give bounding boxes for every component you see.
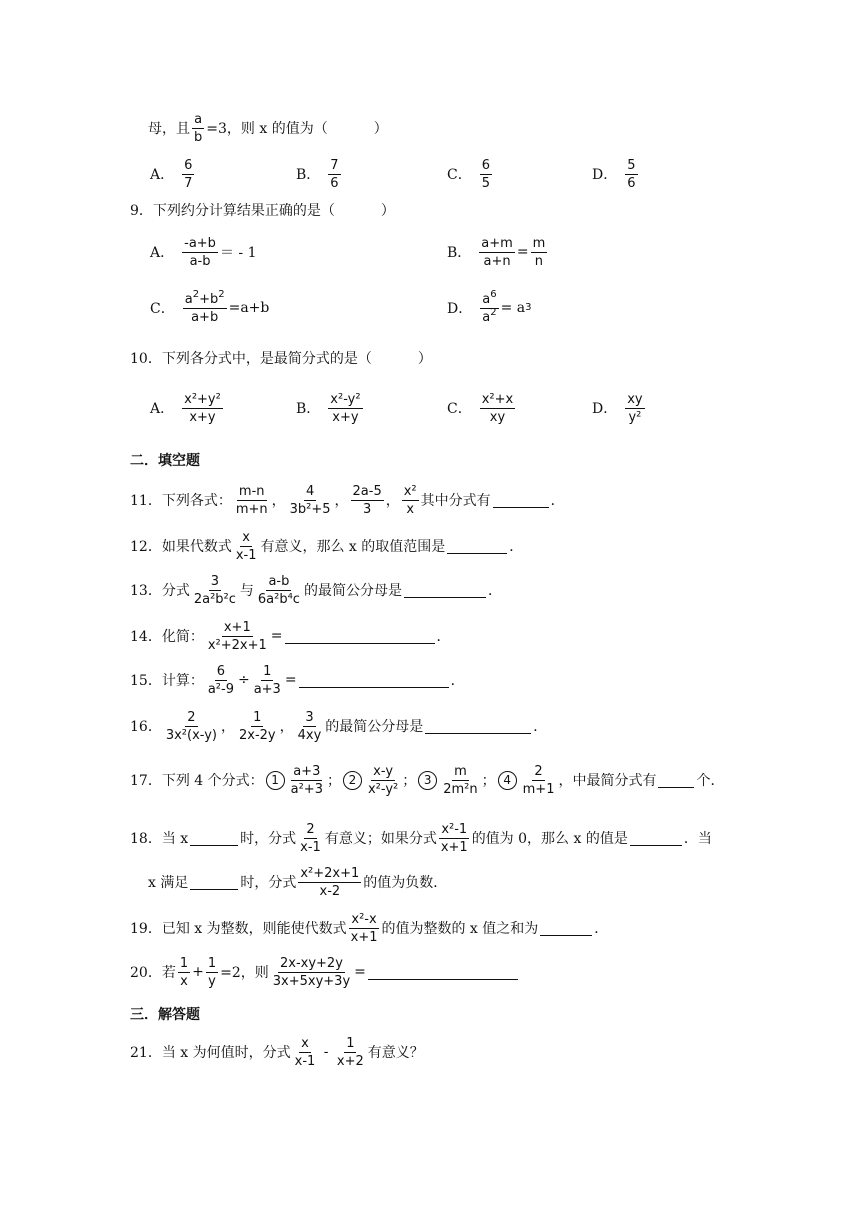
- option-rest: ＝ - 1: [219, 245, 257, 261]
- option-fraction: [480, 288, 498, 325]
- q17-tail: ，中最简分式有: [558, 773, 657, 789]
- answer-blank[interactable]: [190, 831, 238, 846]
- end: ．: [550, 493, 565, 509]
- frac-den: y²: [628, 409, 642, 425]
- frac-num: m: [532, 235, 546, 251]
- option-label: B．: [296, 401, 321, 417]
- end: ．: [533, 719, 548, 735]
- q16-frac-3: [296, 710, 324, 743]
- frac-num: 1: [263, 663, 272, 679]
- frac-den: x: [406, 501, 415, 517]
- q10-option-c[interactable]: [447, 386, 517, 430]
- frac-den: y: [208, 973, 216, 989]
- q12-tail: 有意义，那么 x 的取值范围是: [260, 539, 446, 555]
- q8-frac-num: a: [194, 111, 203, 127]
- circled-number: 1: [266, 771, 285, 790]
- frac-den: 3x²(x-y): [165, 727, 217, 743]
- frac-num: $a^2+b^2$: [184, 288, 225, 307]
- q16-frac-2: [237, 710, 278, 743]
- q16-frac-1: [164, 710, 219, 743]
- q8-frac-den: b: [194, 129, 203, 145]
- q17-lead: 17．下列 4 个分式：: [130, 773, 264, 789]
- q9-option-a[interactable]: [150, 230, 256, 274]
- frac-den: x+y: [189, 409, 216, 425]
- option-fraction: [182, 236, 218, 269]
- option-label: A．: [150, 245, 175, 261]
- frac-num: m: [454, 763, 467, 779]
- frac-den: a-b: [189, 253, 211, 269]
- q15-lead: 15．计算：: [130, 673, 204, 689]
- frac-num: m-n: [238, 483, 265, 499]
- q21-lead: 21．当 x 为何值时，分式: [130, 1045, 291, 1061]
- q10-option-a[interactable]: [150, 386, 225, 430]
- q11-tail: 其中分式有: [420, 493, 491, 509]
- q18-line2: [148, 858, 447, 906]
- frac-num: 2: [534, 763, 543, 779]
- frac-den: 3x+5xy+3y: [272, 973, 351, 989]
- q18-l2b: 时，分式: [240, 875, 297, 891]
- q18-t4: ．当: [683, 831, 712, 847]
- eq: =: [284, 672, 297, 688]
- answer-blank[interactable]: [447, 539, 507, 554]
- eq: =: [354, 964, 366, 980]
- frac-num: 1: [179, 955, 189, 971]
- q15: [130, 656, 465, 704]
- frac-den: x+y: [332, 409, 359, 425]
- frac-den: x-2: [319, 883, 341, 899]
- option-label: B．: [447, 245, 472, 261]
- q18-lead: 18．当 x: [130, 831, 189, 847]
- q10-stem-text: 10．下列各分式中，是最简分式的是（: [130, 351, 372, 367]
- frac-den: 4xy: [297, 727, 322, 743]
- q8-eq: =3，则 x 的值为（: [206, 121, 328, 137]
- q9-option-b[interactable]: [447, 230, 549, 274]
- frac-num: x²-1: [441, 821, 468, 837]
- frac-num: x²+2x+1: [300, 865, 360, 881]
- num-a: a: [184, 291, 193, 307]
- q18-frac-3: [298, 866, 361, 899]
- end: ．: [509, 539, 524, 555]
- option-fraction: [182, 158, 194, 191]
- frac-den: m+n: [235, 501, 268, 517]
- frac-den: 3b²+5: [289, 501, 331, 517]
- option-rest: =a+b: [228, 300, 270, 316]
- num-b: +b: [199, 291, 219, 307]
- q8-lead: 母，且: [148, 121, 190, 137]
- answer-blank[interactable]: [540, 921, 592, 936]
- option-fraction: [328, 158, 340, 191]
- option-label: A．: [150, 167, 175, 183]
- q17-frac-3: [441, 764, 479, 797]
- frac-den: x+1: [350, 929, 378, 945]
- q17-frac-2: [366, 764, 400, 797]
- q13-mid: 与: [239, 583, 254, 599]
- q21: [130, 1028, 424, 1076]
- den-exp: 2: [490, 306, 497, 318]
- frac-den: 2m²n: [443, 781, 478, 797]
- frac-num: 1: [346, 1035, 355, 1051]
- q9-option-d[interactable]: D． $\frac{a^6}{a^2}$ = a 3: [447, 288, 532, 325]
- q16: [130, 702, 547, 750]
- q20-frac-2: [206, 956, 218, 989]
- q11-frac-3: [351, 484, 384, 517]
- q13-frac-1: [192, 574, 238, 607]
- option-label: C．: [447, 401, 472, 417]
- option-eq: =: [516, 244, 529, 260]
- sep: ，: [279, 719, 294, 735]
- q15-frac-1: [206, 664, 236, 697]
- frac-den: a+n: [483, 253, 511, 269]
- q18-t1: 时，分式: [240, 831, 297, 847]
- frac-den: x-1: [294, 1053, 316, 1069]
- frac-den: a+b: [191, 309, 219, 325]
- plus: +: [192, 964, 204, 980]
- q20-frac-1: [178, 956, 190, 989]
- frac-num: 2x-xy+2y: [280, 955, 343, 971]
- q8-option-d[interactable]: [592, 152, 640, 196]
- eq: =: [270, 628, 283, 644]
- q17: [130, 756, 724, 804]
- frac-num: 6: [481, 157, 490, 173]
- frac-num: -a+b: [184, 235, 216, 251]
- option-fraction: [183, 288, 227, 325]
- q17-frac-1: [289, 764, 325, 797]
- frac-num: a+3: [293, 763, 321, 779]
- frac-den: x²-y²: [367, 781, 399, 797]
- q10-option-b[interactable]: [296, 386, 365, 430]
- frac-den: xy: [489, 409, 506, 425]
- frac-num: 1: [253, 709, 262, 725]
- option-fraction: [328, 392, 362, 425]
- q20-lead: 20．若: [130, 965, 176, 981]
- q16-lead: 16．: [130, 719, 162, 735]
- op: ÷: [237, 672, 250, 688]
- den-base: a: [482, 309, 491, 325]
- q11-frac-4: [402, 484, 419, 517]
- sep: ，: [334, 493, 349, 509]
- q8-stem: [148, 104, 388, 152]
- q20-mid: =2，则: [220, 965, 269, 981]
- frac-den: 6: [627, 175, 636, 191]
- frac-num: 2a-5: [352, 483, 382, 499]
- frac-den: a²-9: [207, 681, 234, 697]
- circled-number: 2: [343, 771, 362, 790]
- q10-option-d[interactable]: [592, 386, 647, 430]
- frac-den: m+1: [522, 781, 555, 797]
- sep: ，: [271, 493, 286, 509]
- end: 个．: [696, 773, 725, 789]
- q12-frac: [234, 530, 259, 563]
- option-label: D．: [592, 401, 618, 417]
- q18-frac-2: [439, 822, 470, 855]
- frac-num: x²-x: [351, 911, 377, 927]
- frac-num: a+m: [481, 235, 513, 251]
- frac-den: a+3: [253, 681, 281, 697]
- end: ．: [594, 921, 609, 937]
- option-fraction: [479, 236, 515, 269]
- q9-stem-text: 9．下列约分计算结果正确的是（: [130, 203, 335, 219]
- q12-lead: 12．如果代数式: [130, 539, 232, 555]
- end: ．: [487, 583, 502, 599]
- frac-den: 6a²b⁴c: [257, 591, 300, 607]
- frac-num: 1: [207, 955, 217, 971]
- option-label: D．: [447, 301, 473, 317]
- q11-frac-1: [234, 484, 270, 517]
- q11-frac-2: [288, 484, 333, 517]
- end: ．: [436, 629, 451, 645]
- q16-tail: 的最简公分母是: [325, 719, 424, 735]
- q13: [130, 566, 502, 614]
- q18-t3: 的值为 0，那么 x 的值是: [471, 831, 628, 847]
- answer-blank[interactable]: [630, 831, 682, 846]
- answer-blank[interactable]: [368, 965, 518, 980]
- frac-num: 3: [210, 573, 219, 589]
- q8-fraction: [192, 112, 204, 145]
- circled-number: 4: [498, 771, 517, 790]
- q20: [130, 948, 520, 996]
- answer-blank[interactable]: [493, 493, 549, 508]
- sep: ，: [221, 719, 235, 735]
- frac-num: 6: [184, 157, 193, 173]
- q12: [130, 522, 523, 570]
- q18-l2c: 的值为负数．: [363, 875, 448, 891]
- q17-frac-4: [521, 764, 557, 797]
- frac-num: x-y: [373, 763, 394, 779]
- frac-den: x-1: [300, 839, 321, 855]
- answer-blank[interactable]: [285, 629, 435, 644]
- frac-num: 2: [187, 709, 196, 725]
- q18-frac-1: [298, 822, 323, 855]
- frac-num: x²+x: [481, 391, 514, 407]
- frac-den: x: [180, 973, 188, 989]
- q13-tail: 的最简公分母是: [303, 583, 402, 599]
- q8-close: ）: [373, 121, 388, 137]
- option-fraction-2: [531, 236, 548, 269]
- q18-line1: [130, 814, 712, 862]
- frac-num: x: [242, 529, 250, 545]
- frac-den: 3: [362, 501, 372, 517]
- frac-den: [480, 306, 498, 325]
- q10-stem: [130, 338, 432, 378]
- sep: ；: [481, 773, 496, 789]
- q20-frac-3: [271, 956, 352, 989]
- sep: ；: [402, 773, 417, 789]
- sep: ，: [385, 493, 400, 509]
- q21-tail: 有意义？: [367, 1045, 424, 1061]
- section-answer: 三．解答题: [130, 1007, 200, 1023]
- frac-den: x+2: [336, 1053, 364, 1069]
- q11-lead: 11．下列各式：: [130, 493, 232, 509]
- frac-den: a²+3: [290, 781, 323, 797]
- num-exp: 6: [490, 288, 497, 300]
- option-fraction: [625, 392, 644, 425]
- frac-den: 5: [481, 175, 490, 191]
- q14-frac: [206, 620, 269, 653]
- option-fraction: [182, 392, 223, 425]
- q15-frac-2: [252, 664, 283, 697]
- frac-den: x+1: [440, 839, 468, 855]
- answer-blank[interactable]: [425, 719, 531, 734]
- sep: ；: [326, 773, 341, 789]
- frac-den: 2a²b²c: [193, 591, 236, 607]
- option-label: A．: [150, 401, 175, 417]
- answer-blank[interactable]: [190, 875, 238, 890]
- q14: [130, 612, 451, 660]
- frac-num: 5: [627, 157, 636, 173]
- q10-close: ）: [417, 351, 432, 367]
- q19-frac: [349, 912, 380, 945]
- q14-lead: 14．化简：: [130, 629, 204, 645]
- frac-den: 7: [184, 175, 193, 191]
- num-base: a: [482, 291, 491, 307]
- frac-num: 7: [330, 157, 339, 173]
- option-label: B．: [296, 167, 321, 183]
- answer-blank[interactable]: [299, 673, 449, 688]
- q21-frac-1: [293, 1036, 318, 1069]
- frac-den: 2x-2y: [239, 727, 276, 743]
- circled-number: 3: [418, 771, 437, 790]
- frac-num: 6: [216, 663, 226, 679]
- frac-num: 4: [305, 483, 315, 499]
- option-label: D．: [592, 167, 618, 183]
- answer-blank[interactable]: [404, 583, 486, 598]
- option-fraction: [625, 158, 637, 191]
- minus: -: [319, 1044, 333, 1060]
- q13-frac-2: [256, 574, 302, 607]
- frac-den: n: [534, 253, 544, 269]
- q19-lead: 19．已知 x 为整数，则能使代数式: [130, 921, 347, 937]
- q19-tail: 的值为整数的 x 值之和为: [381, 921, 539, 937]
- frac-num: xy: [627, 391, 643, 407]
- frac-num: 2: [306, 821, 315, 837]
- answer-blank[interactable]: [658, 773, 694, 788]
- frac-num: x: [301, 1035, 309, 1051]
- frac-num: x+1: [223, 619, 251, 635]
- q9-stem: [130, 190, 395, 230]
- frac-num: x²: [403, 483, 417, 499]
- frac-num: x²-y²: [330, 391, 361, 407]
- q9-close: ）: [380, 203, 395, 219]
- frac-den: x²+2x+1: [207, 637, 267, 653]
- frac-num: a-b: [268, 573, 290, 589]
- section-fill-in: 二．填空题: [130, 453, 200, 469]
- frac-den: 6: [330, 175, 339, 191]
- q18-t2: 有意义；如果分式: [324, 831, 437, 847]
- q21-frac-2: [335, 1036, 366, 1069]
- frac-num: x²+y²: [184, 391, 221, 407]
- q11: [130, 476, 565, 524]
- option-label: C．: [447, 167, 472, 183]
- option-fraction: [480, 158, 492, 191]
- end: ．: [450, 673, 465, 689]
- frac-num: 3: [305, 709, 314, 725]
- q8-option-c[interactable]: [447, 152, 494, 196]
- frac-den: x-1: [235, 547, 257, 563]
- option-label: C．: [150, 301, 175, 317]
- option-rest: = a: [500, 300, 526, 316]
- option-fraction: [480, 392, 516, 425]
- q13-lead: 13．分式: [130, 583, 190, 599]
- q18-l2a: x 满足: [148, 875, 189, 891]
- q19: [130, 904, 608, 952]
- q9-option-c[interactable]: [150, 286, 269, 330]
